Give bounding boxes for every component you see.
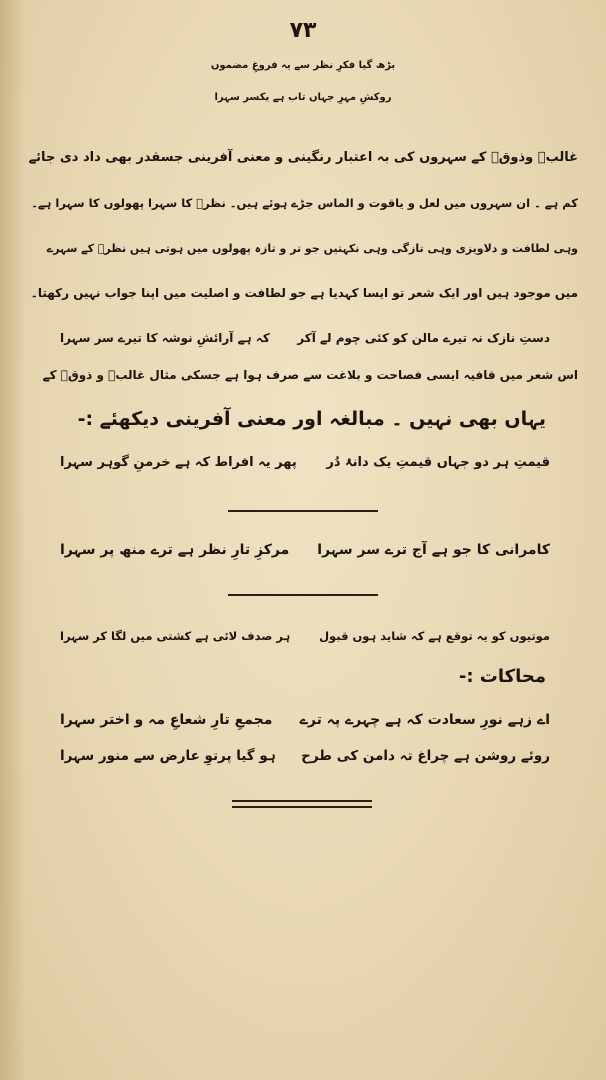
paragraph1-line-1: غالبؔ وذوقؔ کے سہروں کی بہ اعتبار رنگینی و معنی آفرینی جسقدر بھی داد دی جائے (28, 150, 578, 165)
separator-rule-2 (228, 594, 378, 596)
separator-rule-1 (228, 510, 378, 512)
couplet-1 (60, 322, 550, 354)
couplet-2 (60, 446, 550, 478)
couplet-5-second-hemistich: مجمعِ تارِ شعاعِ مہ و اختر سہرا (60, 712, 273, 728)
couplet-5-first-hemistich: اے زہے نورِ سعادت کہ ہے چہرے پہ ترے (299, 712, 550, 728)
couplet-2-second-hemistich: پھر یہ افراط کہ ہے خرمنِ گوہر سہرا (60, 454, 297, 470)
paragraph1-line-4: میں موجود ہیں اور ایک شعر تو ایسا کہدیا ہے جو لطافت و اصلیت میں اپنا جواب نہیں رکھتا۔ (30, 286, 578, 300)
couplet-1-first-hemistich: دستِ نازک نہ تیرے مالن کو کئی چوم لے آکر (297, 331, 550, 345)
couplet-3 (60, 534, 550, 566)
couplet-4-second-hemistich: ہر صدف لائی ہے کشتی میں لگا کر سہرا (60, 629, 291, 643)
page-number: ۷۳ (289, 18, 317, 43)
paragraph1-line-3: وہی لطافت و دلاویزی وہی تازگی وہی نکہتیں جو تر و تازہ پھولوں میں ہوتی ہیں نظرؔ کے سہرے (46, 242, 578, 255)
couplet-3-second-hemistich: مرکزِ تارِ نظر ہے ترے منھ پر سہرا (60, 542, 290, 558)
couplet-2-first-hemistich: قیمتِ ہر دو جہاں قیمتِ یک دانۂ دُر (326, 454, 550, 470)
paragraph1-line-2: کم ہے ۔ ان سہروں میں لعل و یاقوت و الماس جڑے ہوئے ہیں۔ نظرؔ کا سہرا پھولوں کا سہرا ہے۔ (31, 196, 578, 210)
couplet-6 (60, 740, 550, 772)
title-line-1: بڑھ گیا فکرِ نظر سے یہ فروغِ مضموں (210, 60, 396, 71)
couplet-4-first-hemistich: موتیوں کو یہ توقع ہے کہ شاید ہوں قبول (319, 629, 550, 643)
couplet-6-first-hemistich: روئے روشن ہے چراغ تہ دامن کی طرح (301, 748, 550, 764)
couplet-4 (60, 620, 550, 652)
section-heading: محاکات :- (458, 666, 546, 687)
couplet-6-second-hemistich: ہو گیا پرتوِ عارض سے منور سہرا (60, 748, 276, 764)
couplet-1-second-hemistich: کہ ہے آرائشِ نوشہ کا تیرے سر سہرا (60, 331, 270, 345)
closing-double-rule (232, 800, 372, 808)
paragraph2-line-1: اس شعر میں قافیہ ایسی فصاحت و بلاغت سے صرف ہوا ہے جسکی مثال غالبؔ و ذوقؔ کے (42, 368, 578, 382)
paragraph2-line-2: یہاں بھی نہیں ۔ مبالغہ اور معنی آفرینی دیکھئے :- (77, 408, 546, 430)
title-line-2: روکشِ مہرِ جہاں تاب ہے یکسر سہرا (214, 92, 392, 103)
page-gutter-shadow (0, 0, 26, 1080)
couplet-3-first-hemistich: کامرانی کا جو ہے آج ترے سر سہرا (317, 542, 550, 558)
couplet-5 (60, 704, 550, 736)
